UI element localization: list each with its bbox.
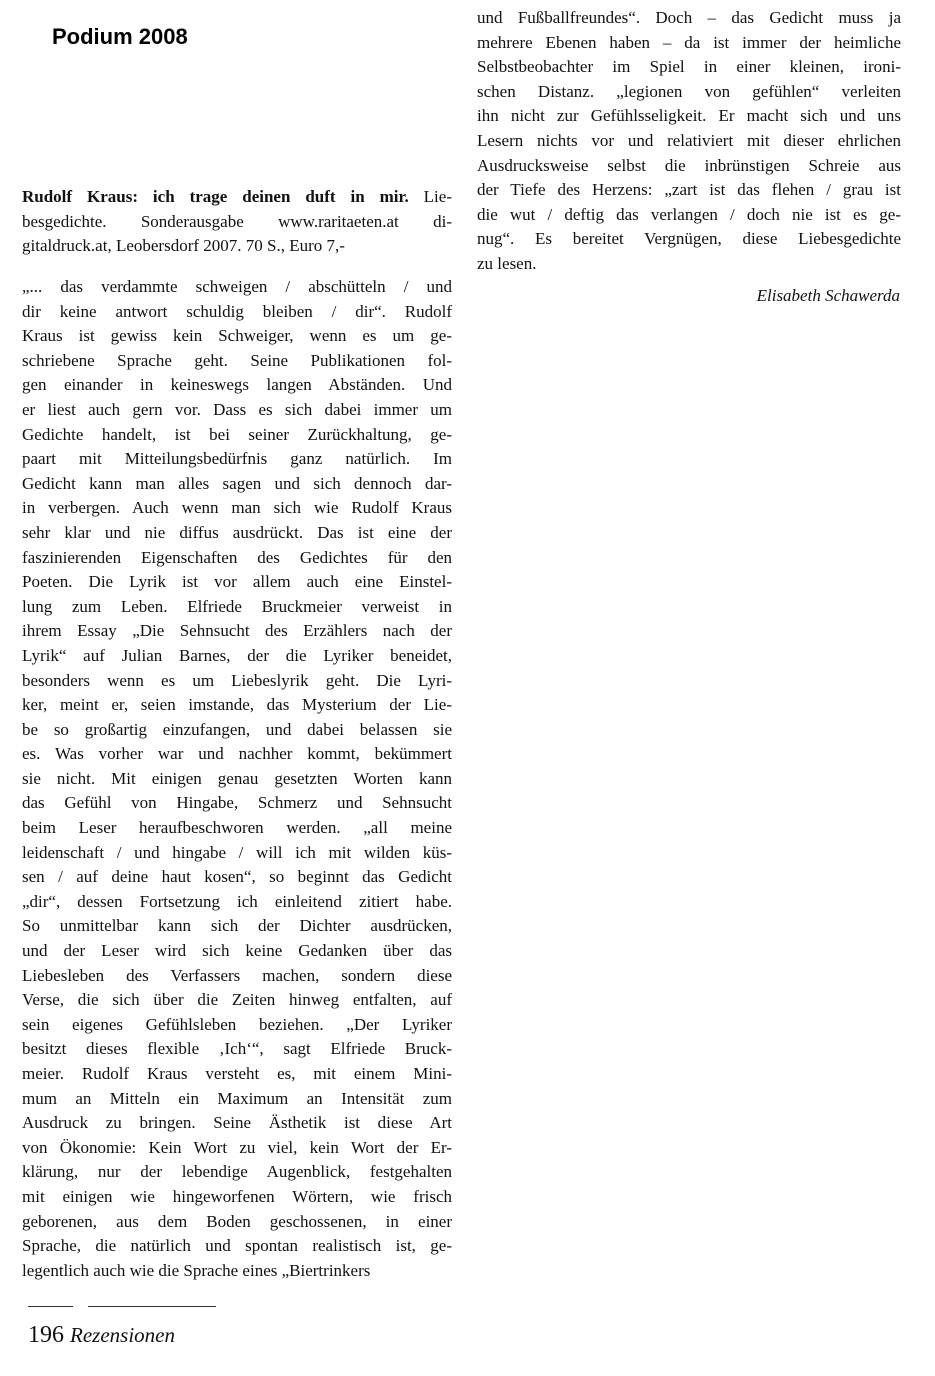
text-line: und Fußballfreundes“. Doch – das Gedicht muss ja: [477, 8, 901, 27]
footer-rule-left: [28, 1306, 73, 1307]
text-line: sen / auf deine haut kosen“, so beginnt das Gedicht: [22, 867, 452, 887]
text-line: meier. Rudolf Kraus versteht es, mit einem Mini-: [22, 1064, 452, 1083]
review-heading-line: [22, 185, 452, 210]
text-line: Poeten. Die Lyrik ist vor allem auch eine Einstel-: [22, 572, 452, 592]
review-heading-line: besgedichte. Sonderausgabe www.raritaeten.at di-: [22, 211, 452, 231]
text-line: „dir“, dessen Fortsetzung ich einleitend zitiert habe.: [22, 891, 452, 911]
review-body-right-column: [477, 6, 901, 277]
text-line: lung zum Leben. Elfriede Bruckmeier verweist in: [22, 596, 452, 616]
text-line: Gedicht kann man alles sagen und sich dennoch dar-: [22, 473, 452, 493]
text-line: in verbergen. Auch wenn man sich wie Rudolf Kraus: [22, 498, 452, 518]
text-line: paart mit Mitteilungsbedürfnis ganz natürlich. Im: [22, 449, 452, 469]
review-author-signature: Elisabeth Schawerda: [756, 286, 900, 305]
text-line: klärung, nur der lebendige Augenblick, festgehalten: [22, 1162, 452, 1182]
text-line: leidenschaft / und hingabe / will ich mit wilden küs-: [22, 842, 452, 862]
text-line: sein eigenes Gefühlsleben beziehen. „Der Lyriker: [22, 1014, 452, 1034]
page-header-title: Podium 2008: [52, 24, 188, 49]
text-line: der Tiefe des Herzens: „zart ist das flehen / grau ist: [477, 180, 901, 200]
review-heading-bold: Rudolf Kraus: ich trage deinen duft in mir.: [22, 187, 409, 206]
text-line: schriebene Sprache geht. Seine Publikationen fol-: [22, 350, 452, 370]
text-line: beim Leser heraufbeschworen werden. „all meine: [22, 818, 452, 838]
text-line: „... das verdammte schweigen / abschütteln / und: [22, 277, 452, 296]
text-line: Gedichte handelt, ist bei seiner Zurückhaltung, ge-: [22, 424, 452, 444]
text-line: geborenen, aus dem Boden geschossenen, in einer: [22, 1211, 452, 1231]
text-line: Selbstbeobachter im Spiel in einer kleinen, ironi-: [477, 57, 901, 77]
text-line: er liest auch gern vor. Dass es sich dabei immer um: [22, 399, 452, 419]
text-line: das Gefühl von Hingabe, Schmerz und Sehnsucht: [22, 793, 452, 813]
text-line: Kraus ist gewiss kein Schweiger, wenn es um ge-: [22, 326, 452, 346]
page-number: 196: [28, 1322, 64, 1348]
text-line: Verse, die sich über die Zeiten hinweg entfalten, auf: [22, 990, 452, 1010]
review-heading-suffix: Lie-: [423, 187, 452, 206]
text-line: ihn nicht zur Gefühlsseligkeit. Er macht sich und uns: [477, 106, 901, 126]
text-line: nug“. Es bereitet Vergnügen, diese Liebesgedichte: [477, 229, 901, 249]
footer-rule-right: [88, 1306, 216, 1307]
text-line: und der Leser wird sich keine Gedanken über das: [22, 941, 452, 961]
text-line: ker, meint er, seien imstande, das Mysterium der Lie-: [22, 695, 452, 715]
text-line: dir keine antwort schuldig bleiben / dir“. Rudolf: [22, 301, 452, 321]
text-line: zu lesen.: [477, 253, 537, 273]
text-line: Lyrik“ auf Julian Barnes, der die Lyriker beneidet,: [22, 645, 452, 665]
text-line: sehr klar und nie diffus ausdrückt. Das ist eine der: [22, 522, 452, 542]
text-line: besitzt dieses flexible ‚Ich‘“, sagt Elfriede Bruck-: [22, 1039, 452, 1059]
text-line: faszinierenden Eigenschaften des Gedichtes für den: [22, 547, 452, 567]
text-line: gen einander in keineswegs langen Abständen. Und: [22, 375, 452, 395]
text-line: besonders wenn es um Liebeslyrik geht. Die Lyri-: [22, 670, 452, 690]
text-line: Liebesleben des Verfassers machen, sondern diese: [22, 965, 452, 985]
text-line: So unmittelbar kann sich der Dichter ausdrücken,: [22, 916, 452, 936]
text-line: be so großartig einzufangen, und dabei belassen sie: [22, 719, 452, 739]
review-heading-line: gitaldruck.at, Leobersdorf 2007. 70 S., Euro 7,-: [22, 236, 345, 256]
text-line: mehrere Ebenen haben – da ist immer der heimliche: [477, 32, 901, 52]
text-line: mit einigen wie hingeworfenen Wörtern, wie frisch: [22, 1186, 452, 1206]
text-line: Lesern nichts vor und relativiert mit dieser ehrlichen: [477, 130, 901, 150]
text-line: Sprache, die natürlich und spontan realistisch ist, ge-: [22, 1236, 452, 1256]
text-line: von Ökonomie: Kein Wort zu viel, kein Wort der Er-: [22, 1137, 452, 1157]
text-line: es. Was vorher war und nachher kommt, bekümmert: [22, 744, 452, 764]
text-line: die wut / deftig das verlangen / doch nie ist es ge-: [477, 204, 901, 224]
section-label: Rezensionen: [70, 1323, 175, 1347]
page-footer: [28, 1322, 175, 1349]
text-line: ihrem Essay „Die Sehnsucht des Erzählers nach der: [22, 621, 452, 641]
text-line: legentlich auch wie die Sprache eines „Biertrinkers: [22, 1260, 371, 1280]
text-line: schen Distanz. „legionen von gefühlen“ verleiten: [477, 81, 901, 101]
text-line: Ausdrucksweise selbst die inbrünstigen Schreie aus: [477, 155, 901, 175]
review-heading: [22, 185, 452, 259]
text-line: sie nicht. Mit einigen genau gesetzten Worten kann: [22, 768, 452, 788]
text-line: Ausdruck zu bringen. Seine Ästhetik ist diese Art: [22, 1113, 452, 1133]
review-body-left-column: [22, 275, 452, 1283]
text-line: mum an Mitteln ein Maximum an Intensität zum: [22, 1088, 452, 1108]
